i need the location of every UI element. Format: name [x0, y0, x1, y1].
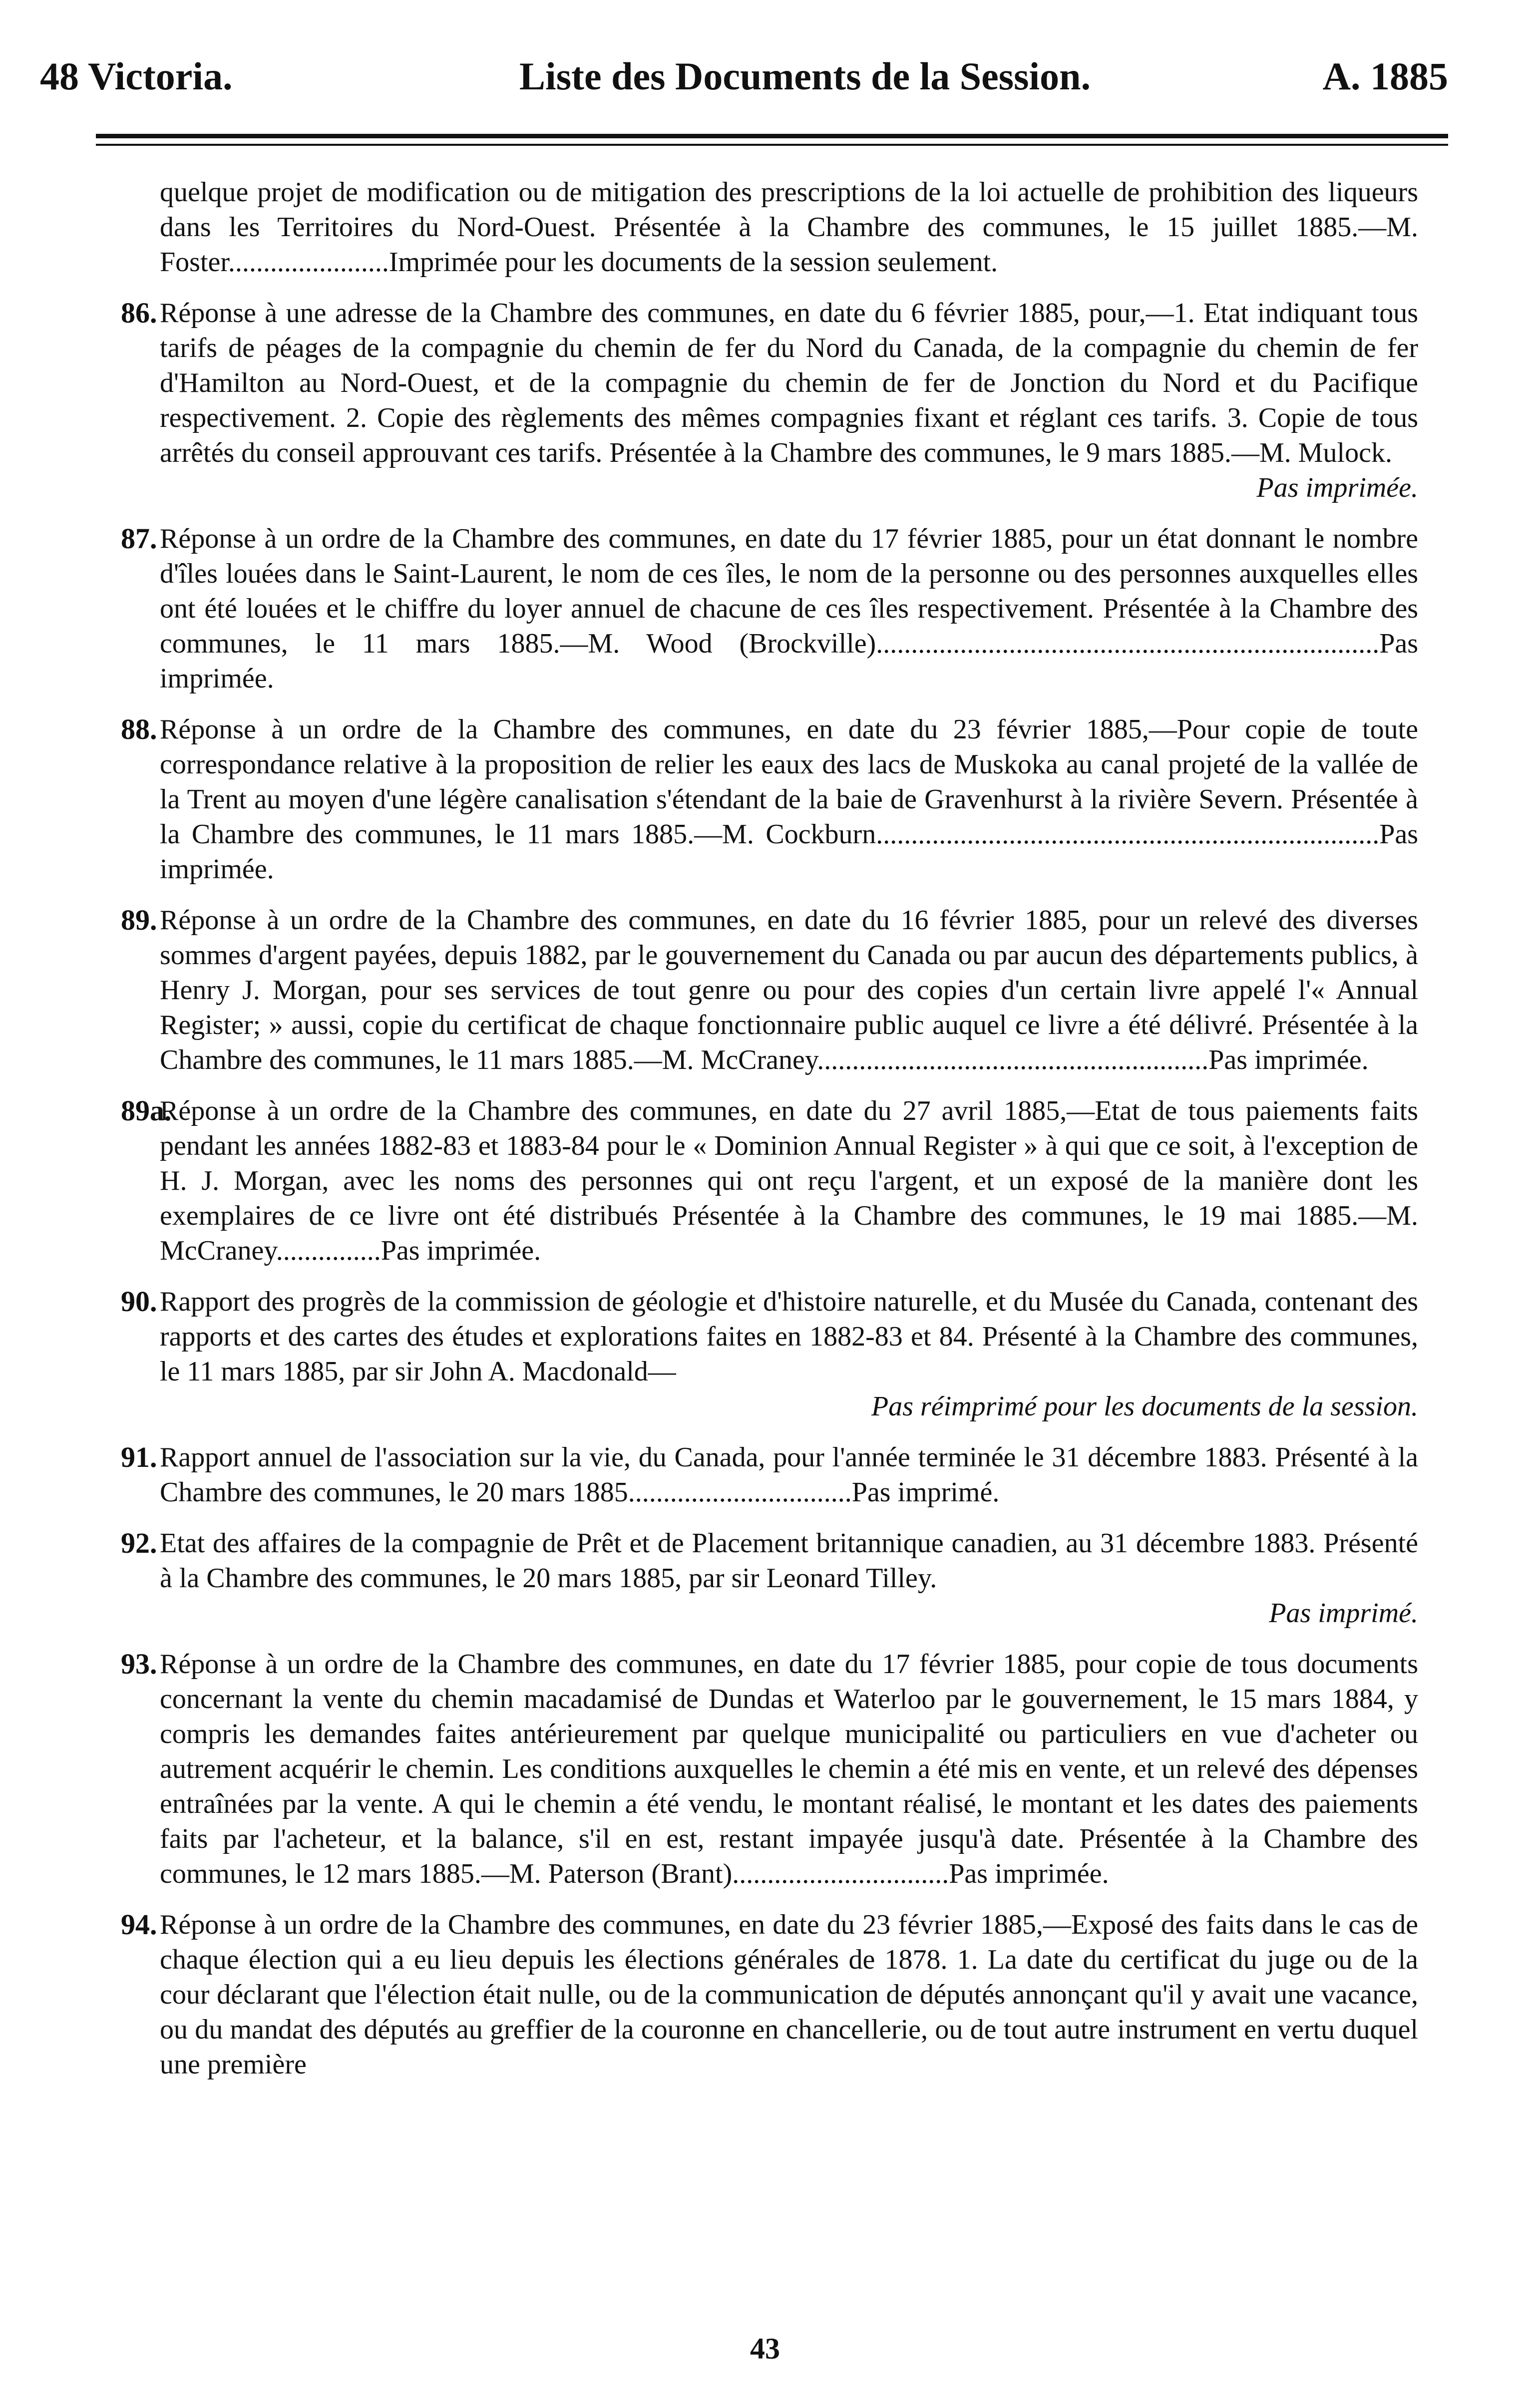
entry-status: Pas imprimé.	[1269, 1598, 1418, 1629]
entry-number: 90.	[121, 1285, 157, 1318]
entry-text: Rapport annuel de l'association sur la vie, du Canada, pour l'année terminée le 31 décembre 1883. Présenté à la Chambre des communes, le 20 mars 1885................................Pas imprimé.	[160, 1442, 1418, 1508]
entry-89	[121, 903, 1418, 1077]
entry-91	[121, 1440, 1418, 1510]
page-number: 43	[750, 2332, 780, 2365]
entry-number: 92.	[121, 1527, 157, 1559]
entry-86	[121, 296, 1418, 505]
entry-text: quelque projet de modification ou de mitigation des prescriptions de la loi actuelle de prohibition des liqueurs dans les Territoires du Nord-Ouest. Présentée à la Chambre des communes, le 15 juillet 1885.—M. Foster.......................Imprimée pour les documents de la session seulement.	[160, 177, 1418, 278]
entry-number: 91.	[121, 1441, 157, 1473]
entry-status: Pas imprimée.	[1256, 472, 1418, 503]
entry-number: 94.	[121, 1908, 157, 1941]
entry-continuation	[160, 175, 1418, 280]
entry-number: 86.	[121, 297, 157, 329]
entry-text: Réponse à un ordre de la Chambre des communes, en date du 27 avril 1885,—Etat de tous paiements faits pendant les années 1882-83 et 1883-84 pour le « Dominion Annual Register » à qui que ce soit, à l'exception de H. J. Morgan, avec les noms des personnes qui ont reçu l'argent, et un exposé de la manière dont les exemplaires de ce livre ont été distribués Présentée à la Chambre des communes, le 19 mai 1885.—M. McCraney...............Pas imprimée.	[160, 1095, 1418, 1266]
entry-text: Rapport des progrès de la commission de géologie et d'histoire naturelle, et du Musée du Canada, contenant des rapports et des cartes des études et explorations faites en 1882-83 et 84. Présenté à la Chambre des communes, le 11 mars 1885, par sir John A. Macdonald—	[160, 1286, 1418, 1387]
entry-number: 93.	[121, 1648, 157, 1680]
entry-number: 89.	[121, 904, 157, 936]
entry-92	[121, 1526, 1418, 1631]
entry-93	[121, 1647, 1418, 1891]
entry-number: 88.	[121, 713, 157, 745]
header-right: A. 1885	[1322, 54, 1448, 98]
entry-number: 87.	[121, 522, 157, 555]
entry-text: Réponse à une adresse de la Chambre des communes, en date du 6 février 1885, pour,—1. Etat indiquant tous tarifs de péages de la compagnie du chemin de fer du Nord du Canada, de la compagnie du chemin de fer d'Hamilton au Nord-Ouest, et de la compagnie du chemin de fer de Jonction du Nord et du Pacifique respectivement. 2. Copie des règlements des mêmes compagnies fixant et réglant ces tarifs. 3. Copie de tous arrêtés du conseil approuvant ces tarifs. Présentée à la Chambre des communes, le 9 mars 1885.—M. Mulock.	[160, 298, 1418, 468]
entry-94	[121, 1907, 1418, 2082]
header-title: Liste des Documents de la Session.	[519, 54, 1091, 98]
document-body	[121, 175, 1418, 2098]
entry-90	[121, 1284, 1418, 1424]
entry-text: Etat des affaires de la compagnie de Prêt et de Placement britannique canadien, au 31 décembre 1883. Présenté à la Chambre des communes, le 20 mars 1885, par sir Leonard Tilley.	[160, 1528, 1418, 1594]
entry-status: Pas réimprimé pour les documents de la session.	[871, 1391, 1418, 1422]
entry-89a	[121, 1093, 1418, 1268]
entry-text: Réponse à un ordre de la Chambre des communes, en date du 23 février 1885,—Pour copie de toute correspondance relative à la proposition de relier les eaux des lacs de Muskoka au canal projeté de la vallée de la Trent au moyen d'une légère canalisation s'étendant de la baie de Gravenhurst à la rivière Severn. Présentée à la Chambre des communes, le 11 mars 1885.—M. Cockburn........................................................................Pas imprimée.	[160, 714, 1418, 885]
entry-number: 89a.	[121, 1094, 172, 1127]
header-left: 48 Victoria.	[40, 54, 233, 98]
header-rule-thick	[96, 134, 1448, 138]
entry-text: Réponse à un ordre de la Chambre des communes, en date du 17 février 1885, pour un état donnant le nombre d'îles louées dans le Saint-Laurent, le nom de ces îles, le nom de la personne ou des personnes auxquelles elles ont été louées et le chiffre du loyer annuel de chacune de ces îles respectivement. Présentée à la Chambre des communes, le 11 mars 1885.—M. Wood (Brockville)........................................................................Pas imprimée.	[160, 523, 1418, 694]
entry-text: Réponse à un ordre de la Chambre des communes, en date du 16 février 1885, pour un relevé des diverses sommes d'argent payées, depuis 1882, par le gouvernement du Canada ou par aucun des départements publics, à Henry J. Morgan, pour ses services de tout genre ou pour des copies d'un certain livre appelé l'« Annual Register; » aussi, copie du certificat de chaque fonctionnaire public auquel ce livre a été délivré. Présentée à la Chambre des communes, le 11 mars 1885.—M. McCraney........................................................Pas imprimée.	[160, 905, 1418, 1075]
entry-88	[121, 712, 1418, 887]
header-rule-thin	[96, 144, 1448, 146]
entry-text: Réponse à un ordre de la Chambre des communes, en date du 17 février 1885, pour copie de tous documents concernant la vente du chemin macadamisé de Dundas et Waterloo par le gouvernement, le 15 mars 1884, y compris les demandes faites antérieurement par quelque municipalité ou particuliers en vue d'acheter ou autrement acquérir le chemin. Les conditions auxquelles le chemin a été mis en vente, et un relevé des dépenses entraînées par la vente. A qui le chemin a été vendu, le montant réalisé, le montant et les dates des paiements faits par l'acheteur, et la balance, s'il en est, restant impayée jusqu'à date. Présentée à la Chambre des communes, le 12 mars 1885.—M. Paterson (Brant)...............................Pas imprimée.	[160, 1649, 1418, 1889]
page-header	[40, 44, 1448, 109]
entry-87	[121, 521, 1418, 696]
entry-text: Réponse à un ordre de la Chambre des communes, en date du 23 février 1885,—Exposé des faits dans le cas de chaque élection qui a eu lieu depuis les élections générales de 1878. 1. La date du certificat du juge ou de la cour déclarant que l'élection était nulle, ou de la communication de députés annonçant qu'il y avait une vacance, ou du mandat des députés au greffier de la couronne en chancellerie, ou de tout autre instrument en vertu duquel une première	[160, 1909, 1418, 2080]
